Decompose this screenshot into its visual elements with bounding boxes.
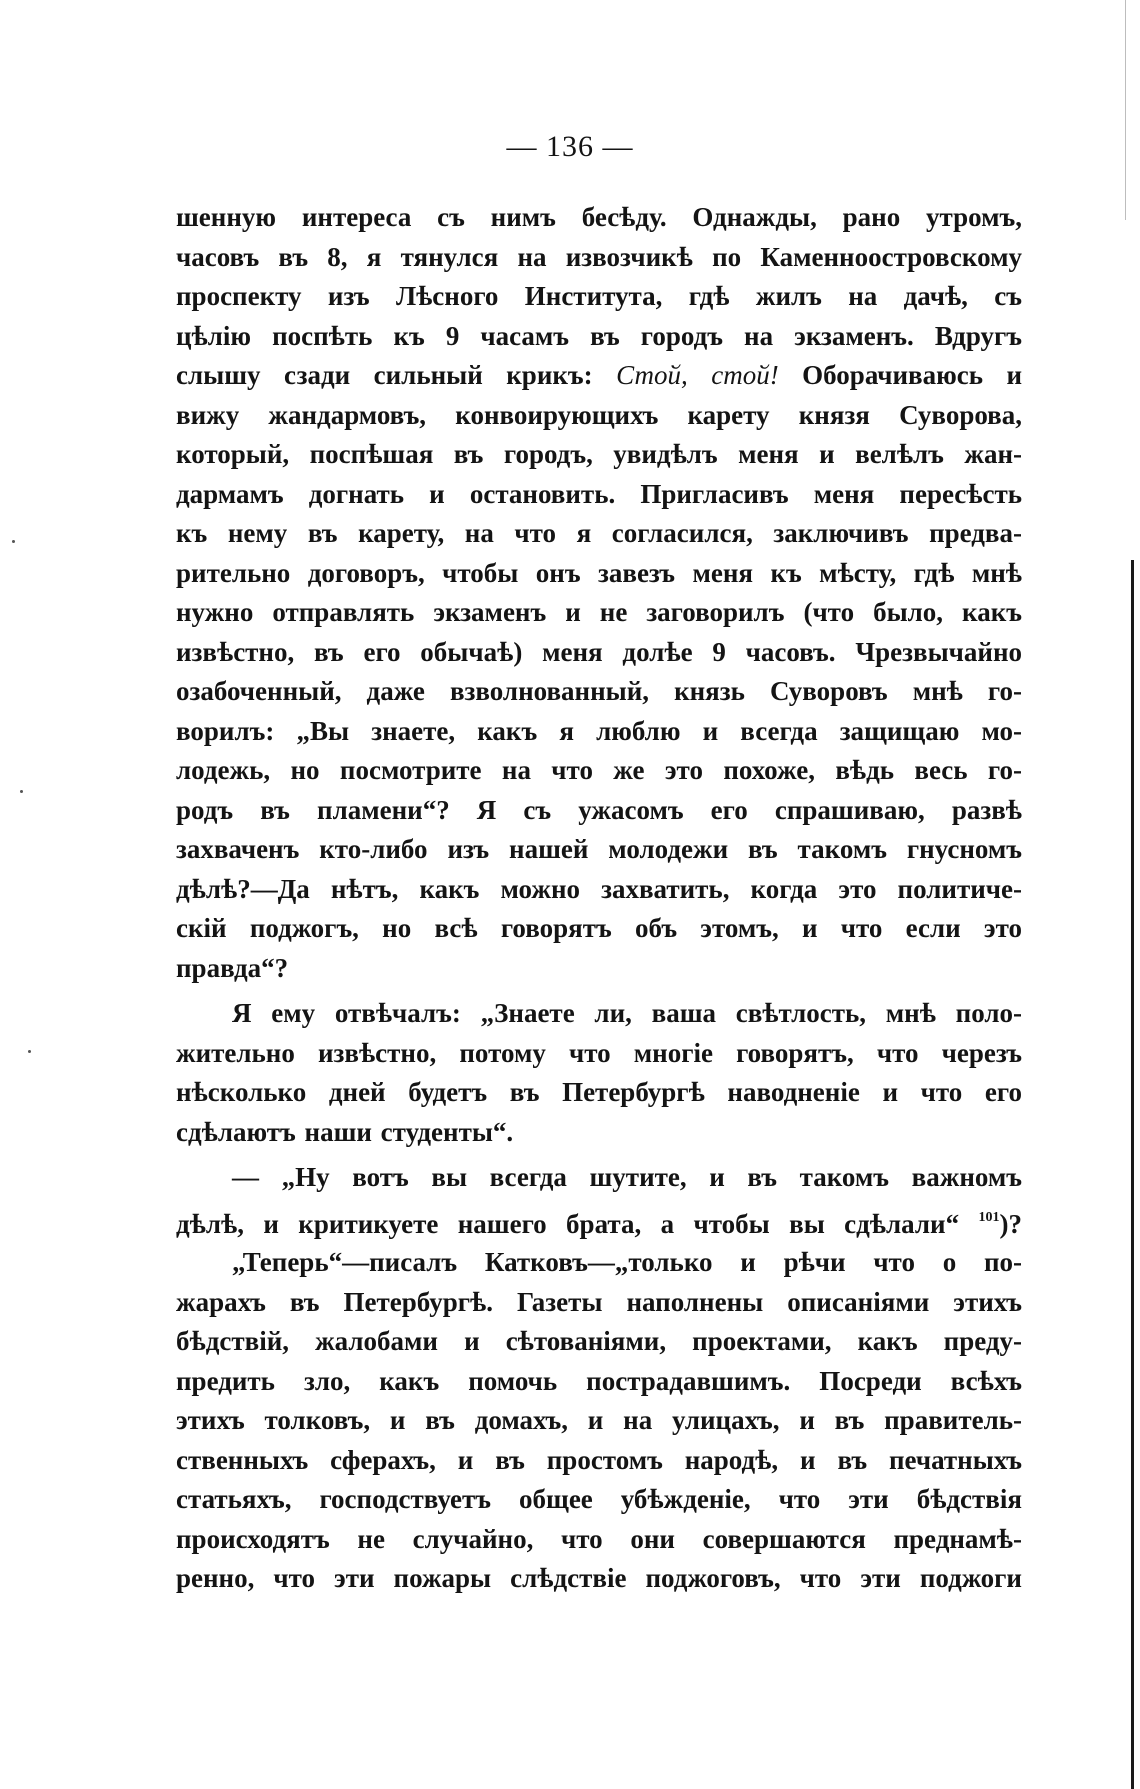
text-line: статьяхъ, господствуетъ общее убѣжденіе, что эти бѣдствія — [176, 1484, 1022, 1514]
paragraph — [176, 994, 1022, 1152]
scan-binding-edge — [1131, 560, 1134, 1789]
italic-exclamation: Стой, стой! — [616, 360, 779, 390]
text-line: ственныхъ сферахъ, и въ простомъ народѣ, и въ печатныхъ — [176, 1444, 1022, 1475]
text-fragment: )? — [999, 1208, 1022, 1239]
scan-edge-line — [1125, 0, 1126, 220]
text-fragment: Оборачиваюсь и — [778, 360, 1023, 390]
text-line: дармамъ догнать и остановить. Пригласивъ меня пересѣсть — [176, 478, 1022, 509]
text-line: лодежь, но посмотрите на что же это похоже, вѣдь весь го- — [176, 755, 1022, 785]
scan-speck — [28, 1050, 31, 1053]
text-line: извѣстно, въ его обычаѣ) меня долѣе 9 часовъ. Чрезвычайно — [176, 636, 1022, 667]
text-line: къ нему въ карету, на что я согласился, заключивъ предва- — [176, 518, 1022, 548]
text-line: рительно договоръ, чтобы онъ завезъ меня къ мѣсту, гдѣ мнѣ — [176, 557, 1022, 588]
text-line: бѣдствій, жалобами и сѣтованіями, проектами, какъ преду- — [176, 1326, 1022, 1356]
text-fragment: дѣлѣ, и критикуете нашего брата, а чтобы вы сдѣлали“ — [176, 1208, 979, 1239]
scan-speck — [12, 540, 15, 543]
text-line: дѣлѣ?—Да нѣтъ, какъ можно захватить, когда это политиче- — [176, 873, 1022, 904]
text-line: цѣлію поспѣть къ 9 часамъ въ городъ на экзаменъ. Вдругъ — [176, 320, 1022, 351]
text-line: „Теперь“—писалъ Катковъ—„только и рѣчи что о по- — [232, 1247, 1022, 1277]
page-number: — 136 — — [506, 130, 634, 163]
text-line: захваченъ кто-либо изъ нашей молодежи въ такомъ гнусномъ — [176, 834, 1022, 864]
text-line — [176, 356, 1022, 396]
text-fragment: слышу сзади сильный крикъ: — [176, 360, 617, 390]
text-line: этихъ толковъ, и въ домахъ, и на улицахъ, и въ правитель- — [176, 1405, 1022, 1435]
text-line: Я ему отвѣчалъ: „Знаете ли, ваша свѣтлость, мнѣ поло- — [232, 998, 1022, 1028]
text-line: сдѣлаютъ наши студенты“. — [176, 1116, 514, 1147]
text-line: часовъ въ 8, я тянулся на извозчикѣ по Каменноостровскому — [176, 241, 1022, 272]
text-line: нѣсколько дней будетъ въ Петербургѣ наводненіе и что его — [176, 1077, 1022, 1107]
text-line: ренно, что эти пожары слѣдствіе поджоговъ, что эти поджоги — [176, 1563, 1022, 1593]
text-line: — „Ну вотъ вы всегда шутите, и въ такомъ важномъ — [232, 1162, 1022, 1192]
text-line: ворилъ: „Вы знаете, какъ я люблю и всегда защищаю мо- — [176, 715, 1022, 746]
text-line: происходятъ не случайно, что они совершаются преднамѣ- — [176, 1523, 1022, 1554]
text-line: нужно отправлять экзаменъ и не заговорилъ (что было, какъ — [176, 597, 1022, 627]
text-line: предить зло, какъ помочь пострадавшимъ. Посреди всѣхъ — [176, 1365, 1022, 1396]
footnote-marker: 101 — [978, 1209, 1000, 1225]
text-line: скій поджогъ, но всѣ говорятъ объ этомъ, и что если это — [176, 913, 1022, 943]
text-line: озабоченный, даже взволнованный, князь Суворовъ мнѣ го- — [176, 676, 1022, 706]
text-line: шенную интереса съ нимъ бесѣду. Однажды, рано утромъ, — [176, 202, 1022, 232]
text-line — [176, 1198, 1022, 1238]
paragraph — [176, 198, 1022, 988]
text-line: жарахъ въ Петербургѣ. Газеты наполнены описаніями этихъ — [176, 1286, 1022, 1317]
scan-speck — [20, 790, 23, 793]
text-line: правда“? — [176, 952, 289, 983]
paragraph — [176, 1158, 1022, 1237]
text-line: жительно извѣстно, потому что многіе говорятъ, что черезъ — [176, 1037, 1022, 1068]
text-line: проспекту изъ Лѣсного Института, гдѣ жилъ на дачѣ, съ — [176, 281, 1022, 311]
text-line: родъ въ пламени“? Я съ ужасомъ его спрашиваю, развѣ — [176, 794, 1022, 825]
text-block — [176, 198, 1022, 1599]
text-line: который, поспѣшая въ городъ, увидѣлъ меня и велѣлъ жан- — [176, 439, 1022, 469]
text-line: вижу жандармовъ, конвоирующихъ карету князя Суворова, — [176, 399, 1022, 430]
paragraph — [176, 1243, 1022, 1599]
